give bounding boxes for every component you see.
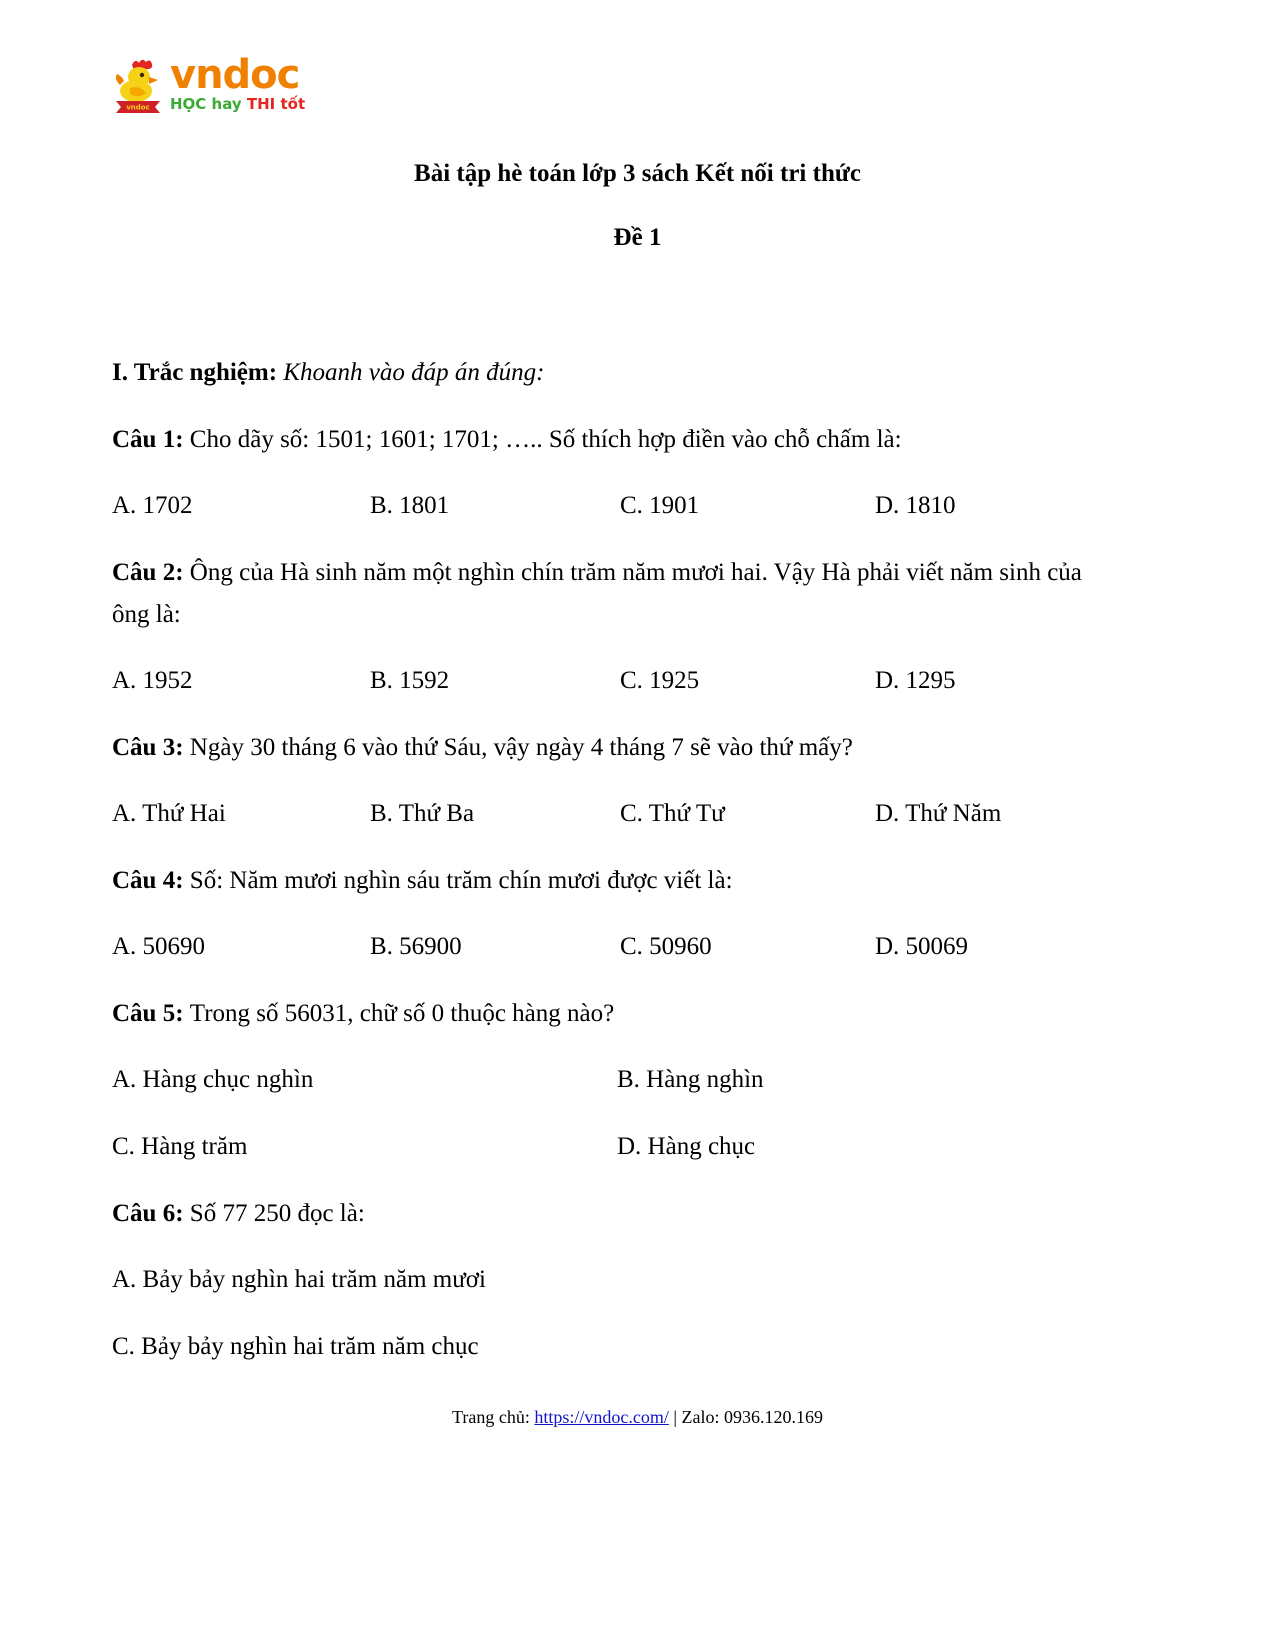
logo-text (170, 52, 306, 113)
question-2-options (112, 660, 1112, 702)
question-2 (112, 552, 1097, 636)
question-3-option-d[interactable]: D. Thứ Năm (875, 800, 1002, 827)
question-4-text: Số: Năm mươi nghìn sáu trăm chín mươi được viết là: (189, 867, 733, 894)
question-5-option-a[interactable]: A. Hàng chục nghìn (112, 1066, 314, 1093)
question-1-label: Câu 1: (112, 426, 184, 453)
question-5-options-row-1 (112, 1059, 1112, 1101)
logo-tagline-red: THI tốt (246, 95, 306, 113)
question-4-options (112, 926, 1112, 968)
question-4-option-a[interactable]: A. 50690 (112, 933, 206, 960)
page-footer (0, 1405, 1275, 1429)
question-5-label: Câu 5: (112, 1000, 184, 1027)
logo-wordmark: vndoc (170, 52, 300, 98)
logo-tagline (170, 96, 305, 113)
question-5 (112, 993, 1097, 1035)
section-label: I. Trắc nghiệm: (112, 359, 278, 386)
question-1-option-b[interactable]: B. 1801 (370, 492, 450, 519)
question-6-option-a[interactable]: A. Bảy bảy nghìn hai trăm năm mươi (112, 1266, 486, 1293)
question-1-options (112, 485, 1112, 527)
question-1-option-c[interactable]: C. 1901 (620, 492, 700, 519)
footer-suffix: | Zalo: 0936.120.169 (668, 1407, 823, 1427)
question-3-option-b[interactable]: B. Thứ Ba (370, 800, 475, 827)
logo-row (112, 52, 412, 115)
question-2-option-c[interactable]: C. 1925 (620, 667, 700, 694)
svg-text:vndoc: vndoc (126, 103, 150, 112)
question-3-label: Câu 3: (112, 734, 184, 761)
footer-prefix: Trang chủ: (452, 1407, 535, 1427)
question-1-option-d[interactable]: D. 1810 (875, 492, 956, 519)
question-1 (112, 419, 1097, 461)
logo-tagline-green: HỌC hay (170, 95, 242, 113)
question-4-label: Câu 4: (112, 867, 184, 894)
question-4-option-c[interactable]: C. 50960 (620, 933, 712, 960)
question-5-text: Trong số 56031, chữ số 0 thuộc hàng nào? (189, 1000, 615, 1027)
question-6-text: Số 77 250 đọc là: (189, 1200, 365, 1227)
question-3-option-c[interactable]: C. Thứ Tư (620, 800, 725, 827)
question-3 (112, 727, 1097, 769)
question-3-text: Ngày 30 tháng 6 vào thứ Sáu, vậy ngày 4 tháng 7 sẽ vào thứ mấy? (189, 734, 853, 761)
question-6-label: Câu 6: (112, 1200, 184, 1227)
question-3-option-a[interactable]: A. Thứ Hai (112, 800, 226, 827)
question-4-option-b[interactable]: B. 56900 (370, 933, 462, 960)
question-1-option-a[interactable]: A. 1702 (112, 492, 193, 519)
question-2-option-a[interactable]: A. 1952 (112, 667, 193, 694)
page-subtitle: Đề 1 (613, 224, 662, 251)
question-2-option-b[interactable]: B. 1592 (370, 667, 450, 694)
question-4-option-d[interactable]: D. 50069 (875, 933, 969, 960)
question-5-option-d[interactable]: D. Hàng chục (617, 1133, 756, 1160)
question-6-option-c[interactable]: C. Bảy bảy nghìn hai trăm năm chục (112, 1333, 479, 1360)
document-content (112, 352, 1112, 1393)
question-5-options-row-2 (112, 1126, 1112, 1168)
chicken-mascot-icon (112, 57, 164, 115)
footer-website-link[interactable]: https://vndoc.com/ (534, 1407, 669, 1427)
site-logo (112, 52, 412, 125)
question-4 (112, 860, 1097, 902)
page-title: Bài tập hè toán lớp 3 sách Kết nối tri thức (414, 160, 861, 187)
question-3-options (112, 793, 1112, 835)
question-1-text: Cho dãy số: 1501; 1601; 1701; ….. Số thích hợp điền vào chỗ chấm là: (189, 426, 902, 453)
question-5-option-b[interactable]: B. Hàng nghìn (617, 1066, 764, 1093)
section-heading (112, 352, 1112, 394)
section-instruction: Khoanh vào đáp án đúng: (283, 359, 545, 386)
question-6 (112, 1193, 1097, 1235)
question-2-text: Ông của Hà sinh năm một nghìn chín trăm năm mươi hai. Vậy Hà phải viết năm sinh của ông là: (112, 559, 1082, 628)
question-2-option-d[interactable]: D. 1295 (875, 667, 956, 694)
question-2-label: Câu 2: (112, 559, 184, 586)
question-5-option-c[interactable]: C. Hàng trăm (112, 1133, 248, 1160)
